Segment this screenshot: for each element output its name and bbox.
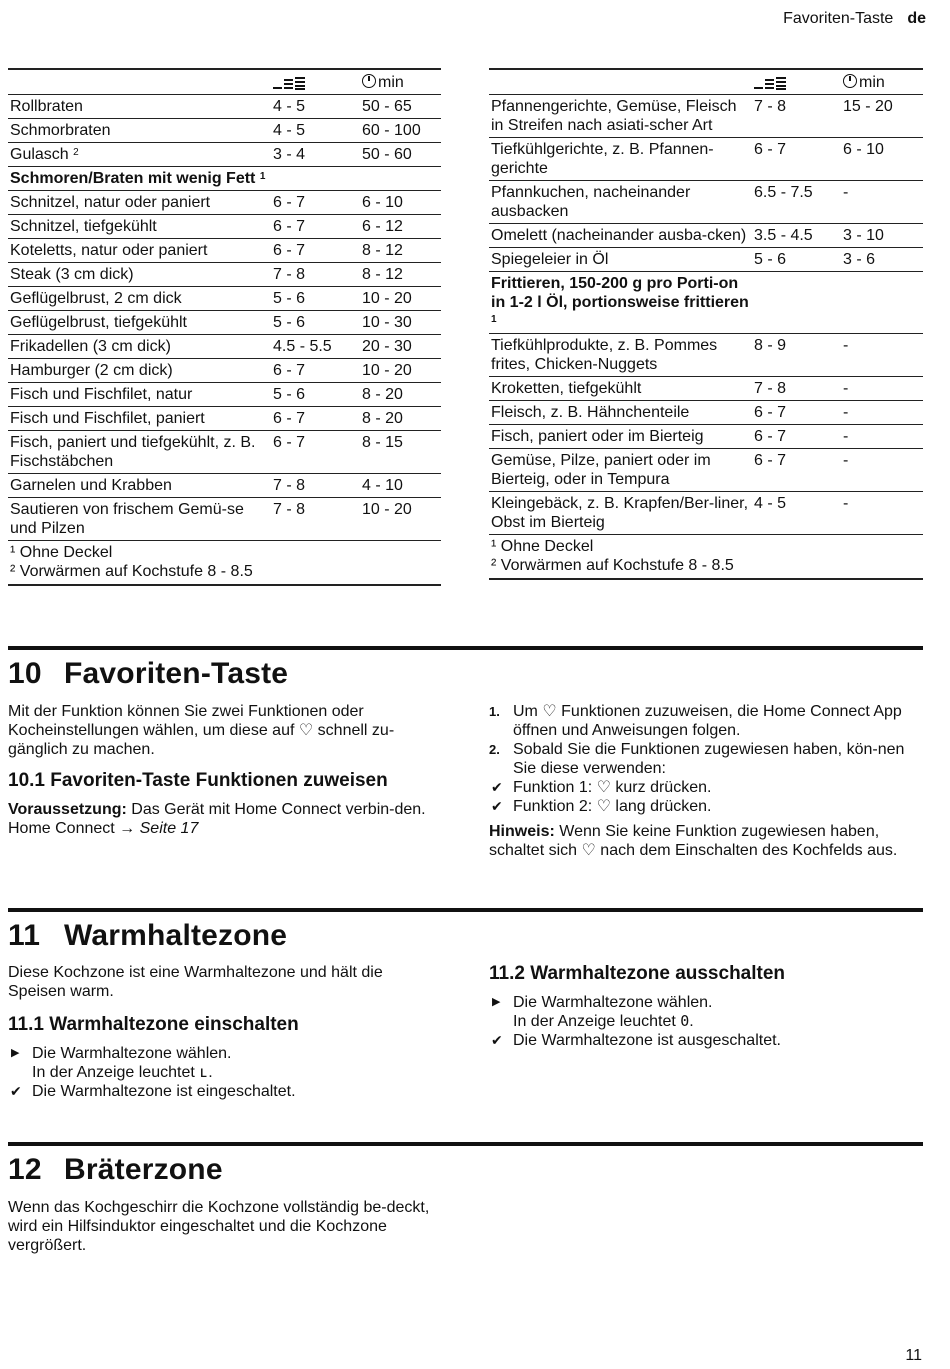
table-row: [489, 272, 923, 334]
time-cell: 50 - 65: [360, 95, 441, 119]
table-header-level: [271, 69, 360, 95]
time-cell: 10 - 20: [360, 287, 441, 311]
time-cell: -: [841, 377, 923, 401]
clock-icon: [843, 74, 857, 88]
running-header: [783, 10, 926, 28]
time-cell: 4 - 10: [360, 474, 441, 498]
footnote: ² Vorwärmen auf Kochstufe 8 - 8.5: [491, 557, 734, 574]
steps-list: [489, 702, 923, 778]
time-cell: 8 - 15: [360, 431, 441, 474]
table-row: [8, 431, 441, 474]
level-cell: 6 - 7: [271, 215, 360, 239]
note: Hinweis: Wenn Sie keine Funktion zugewiesen haben, schaltet sich ♡ nach dem Einschalten des Kochfelds aus.: [489, 823, 898, 859]
level-cell: 6.5 - 7.5: [752, 181, 841, 224]
table-row: [8, 498, 441, 541]
table-row: [489, 248, 923, 272]
table-row: [489, 181, 923, 224]
level-cell: 3.5 - 4.5: [752, 224, 841, 248]
section-11-right-column: [489, 964, 923, 1050]
level-cell: 6 - 7: [752, 401, 841, 425]
paragraph: Mit der Funktion können Sie zwei Funktionen oder Kocheinstellungen wählen, um diese auf ♡ schnell zu-gänglich zu machen.: [8, 703, 395, 758]
list-item: 1. Um ♡ Funktionen zuzuweisen, die Home Connect App öffnen und Anweisungen folgen.: [489, 703, 902, 739]
table-row: [8, 474, 441, 498]
time-cell: -: [841, 449, 923, 492]
time-cell: 3 - 6: [841, 248, 923, 272]
page-number: 11: [905, 1347, 922, 1364]
time-cell: 8 - 20: [360, 407, 441, 431]
time-cell: 60 - 100: [360, 119, 441, 143]
food-cell: Hamburger (2 cm dick): [8, 359, 271, 383]
level-cell: [271, 167, 360, 191]
food-cell: Fisch und Fischfilet, natur: [8, 383, 271, 407]
food-cell: Kroketten, tiefgekühlt: [489, 377, 752, 401]
heart-icon: ♡: [298, 722, 314, 739]
level-cell: 6 - 7: [752, 425, 841, 449]
section-11-left-column: [8, 963, 438, 1101]
table-row: [489, 492, 923, 535]
subsection-title: 11.1 Warmhaltezone einschalten: [8, 1014, 299, 1035]
table-row: [8, 263, 441, 287]
footnote: ¹ Ohne Deckel: [10, 544, 113, 561]
time-cell: 50 - 60: [360, 143, 441, 167]
food-cell: Fisch, paniert und tiefgekühlt, z. B. Fischstäbchen: [8, 431, 271, 474]
level-cell: 7 - 8: [752, 95, 841, 138]
food-cell: Fleisch, z. B. Hähnchenteile: [489, 401, 752, 425]
table-body: [489, 95, 923, 580]
check-icon: ✔: [491, 798, 503, 814]
table-row: [8, 239, 441, 263]
triangle-icon: ▶: [11, 1047, 20, 1059]
level-cell: 6 - 7: [752, 449, 841, 492]
food-cell: Schnitzel, natur oder paniert: [8, 191, 271, 215]
heart-icon: ♡: [596, 779, 611, 796]
power-level-icon: [754, 76, 788, 90]
time-cell: -: [841, 401, 923, 425]
food-cell: Fisch, paniert oder im Bierteig: [489, 425, 752, 449]
food-cell: Tiefkühlprodukte, z. B. Pommes frites, Chicken-Nuggets: [489, 334, 752, 377]
table-row: [489, 95, 923, 138]
header-language: de: [907, 10, 926, 27]
food-cell: Schmorbraten: [8, 119, 271, 143]
food-cell: Omelett (nacheinander ausba-cken): [489, 224, 752, 248]
table-row: [8, 335, 441, 359]
time-cell: -: [841, 492, 923, 535]
time-cell: [841, 272, 923, 334]
level-cell: [752, 272, 841, 334]
level-cell: 7 - 8: [271, 498, 360, 541]
table-row: [8, 119, 441, 143]
time-cell: 10 - 20: [360, 359, 441, 383]
level-cell: 5 - 6: [271, 311, 360, 335]
food-cell: Kleingebäck, z. B. Krapfen/Ber-liner, Obst im Bierteig: [489, 492, 752, 535]
food-cell: Frittieren, 150-200 g pro Porti-on in 1-2 l Öl, portionsweise frittieren $^1$: [489, 272, 752, 334]
table-row: [8, 143, 441, 167]
food-cell: Frikadellen (3 cm dick): [8, 335, 271, 359]
instruction-step: ▶ Die Warmhaltezone wählen. In der Anzeige leuchtet 0.: [492, 994, 713, 1030]
time-cell: 10 - 20: [360, 498, 441, 541]
heart-icon: ♡: [542, 703, 557, 720]
section-favoriten-taste: [8, 646, 923, 691]
table-row: [489, 224, 923, 248]
list-item: 2. Sobald Sie die Funktionen zugewiesen haben, kön-nen Sie diese verwenden:: [489, 741, 905, 777]
food-cell: Gulasch $^2$: [8, 143, 271, 167]
level-cell: 6 - 7: [271, 407, 360, 431]
table-body: [8, 95, 441, 586]
section-12-left-column: [8, 1198, 438, 1267]
level-cell: 5 - 6: [271, 287, 360, 311]
time-cell: 6 - 10: [841, 138, 923, 181]
level-cell: 6 - 7: [271, 191, 360, 215]
food-cell: Gemüse, Pilze, paniert oder im Bierteig, oder in Tempura: [489, 449, 752, 492]
time-cell: [360, 167, 441, 191]
level-cell: 6 - 7: [271, 239, 360, 263]
table-row: [489, 138, 923, 181]
time-cell: -: [841, 334, 923, 377]
level-cell: 4 - 5: [271, 119, 360, 143]
time-cell: 6 - 10: [360, 191, 441, 215]
food-cell: Pfannkuchen, nacheinander ausbacken: [489, 181, 752, 224]
table-row: [8, 167, 441, 191]
table-row: [8, 359, 441, 383]
table-header-level: [752, 69, 841, 95]
clock-icon: [362, 74, 376, 88]
list-item: ✔ Funktion 1: ♡ kurz drücken.: [491, 779, 712, 796]
result: ✔ Die Warmhaltezone ist ausgeschaltet.: [491, 1032, 781, 1049]
section-title: 11 Warmhaltezone: [8, 919, 288, 952]
food-cell: Geflügelbrust, tiefgekühlt: [8, 311, 271, 335]
footnote-ref: 2: [73, 147, 79, 158]
subsection-title: 10.1 Favoriten-Taste Funktionen zuweisen: [8, 770, 388, 791]
level-cell: 4 - 5: [752, 492, 841, 535]
section-braeterzone: [8, 1142, 923, 1187]
food-cell: Pfannengerichte, Gemüse, Fleisch in Streifen nach asiati-scher Art: [489, 95, 752, 138]
time-cell: 3 - 10: [841, 224, 923, 248]
footnote: ² Vorwärmen auf Kochstufe 8 - 8.5: [10, 563, 253, 580]
table-row: [489, 449, 923, 492]
time-cell: -: [841, 425, 923, 449]
result: ✔ Die Warmhaltezone ist eingeschaltet.: [10, 1083, 296, 1100]
level-cell: 6 - 7: [752, 138, 841, 181]
table-row: [8, 95, 441, 119]
level-cell: 6 - 7: [271, 431, 360, 474]
paragraph: Diese Kochzone ist eine Warmhaltezone und hält die Speisen warm.: [8, 964, 383, 1000]
table-row: [489, 334, 923, 377]
food-cell: Fisch und Fischfilet, paniert: [8, 407, 271, 431]
list-item: ✔ Funktion 2: ♡ lang drücken.: [491, 798, 712, 815]
time-cell: 8 - 12: [360, 263, 441, 287]
table-row: [8, 287, 441, 311]
footnote-ref: 1: [491, 314, 497, 325]
display-symbol: 0: [680, 1012, 690, 1030]
food-cell: Sautieren von frischem Gemü-se und Pilzen: [8, 498, 271, 541]
arrow-icon: →: [119, 820, 136, 837]
footnote-ref: 1: [259, 171, 266, 182]
power-level-icon: [273, 76, 307, 90]
table-row: [8, 383, 441, 407]
level-cell: 6 - 7: [271, 359, 360, 383]
food-cell: Tiefkühlgerichte, z. B. Pfannen-gerichte: [489, 138, 752, 181]
food-cell: Koteletts, natur oder paniert: [8, 239, 271, 263]
food-cell: Spiegeleier in Öl: [489, 248, 752, 272]
level-cell: 7 - 8: [271, 263, 360, 287]
food-cell: Schmoren/Braten mit wenig Fett $^1$: [8, 167, 271, 191]
header-title: Favoriten-Taste: [783, 10, 894, 27]
time-cell: 8 - 20: [360, 383, 441, 407]
time-cell: 15 - 20: [841, 95, 923, 138]
section-title: 12 Bräterzone: [8, 1153, 223, 1186]
table-header-time: min: [841, 69, 923, 95]
cooking-table-right: [489, 68, 923, 580]
time-cell: 6 - 12: [360, 215, 441, 239]
level-cell: 5 - 6: [271, 383, 360, 407]
food-cell: Rollbraten: [8, 95, 271, 119]
level-cell: 3 - 4: [271, 143, 360, 167]
time-cell: 8 - 12: [360, 239, 441, 263]
table-header-time: min: [360, 69, 441, 95]
table-header-food: [489, 69, 752, 95]
level-cell: 5 - 6: [752, 248, 841, 272]
section-warmhaltezone: [8, 908, 923, 953]
table-row: [489, 377, 923, 401]
table-row: [8, 311, 441, 335]
table-row: [489, 425, 923, 449]
prerequisite: Voraussetzung: Das Gerät mit Home Connect verbin-den. Home Connect → Seite 17: [8, 801, 426, 837]
check-icon: ✔: [491, 779, 503, 795]
level-cell: 4 - 5: [271, 95, 360, 119]
triangle-icon: ▶: [492, 996, 501, 1008]
footnote: ¹ Ohne Deckel: [491, 538, 594, 555]
table-header-food: [8, 69, 271, 95]
time-cell: 20 - 30: [360, 335, 441, 359]
table-row: [8, 191, 441, 215]
table-footnotes: [8, 541, 441, 586]
page-reference-link[interactable]: Seite 17: [139, 820, 199, 837]
time-cell: -: [841, 181, 923, 224]
check-icon: ✔: [10, 1083, 22, 1099]
heart-icon: ♡: [581, 842, 596, 859]
check-icon: ✔: [491, 1032, 503, 1048]
level-cell: 7 - 8: [752, 377, 841, 401]
food-cell: Geflügelbrust, 2 cm dick: [8, 287, 271, 311]
cooking-table-left: [8, 68, 441, 586]
time-cell: 10 - 30: [360, 311, 441, 335]
level-cell: 4.5 - 5.5: [271, 335, 360, 359]
food-cell: Garnelen und Krabben: [8, 474, 271, 498]
instruction-step: ▶ Die Warmhaltezone wählen. In der Anzeige leuchtet ʟ.: [11, 1045, 232, 1081]
paragraph: Wenn das Kochgeschirr die Kochzone vollständig be-deckt, wird ein Hilfsinduktor eingeschaltet und die Kochzone vergrößert.: [8, 1199, 430, 1254]
section-10-left-column: [8, 702, 438, 850]
subsection-title: 11.2 Warmhaltezone ausschalten: [489, 963, 786, 984]
table-footnotes: [489, 535, 923, 580]
section-title: 10 Favoriten-Taste: [8, 657, 289, 690]
level-cell: 7 - 8: [271, 474, 360, 498]
food-cell: Schnitzel, tiefgekühlt: [8, 215, 271, 239]
table-row: [489, 401, 923, 425]
food-cell: Steak (3 cm dick): [8, 263, 271, 287]
table-row: [8, 407, 441, 431]
heart-icon: ♡: [596, 798, 611, 815]
display-symbol: ʟ: [199, 1063, 209, 1081]
section-10-right-column: [489, 702, 923, 872]
level-cell: 8 - 9: [752, 334, 841, 377]
table-row: [8, 215, 441, 239]
